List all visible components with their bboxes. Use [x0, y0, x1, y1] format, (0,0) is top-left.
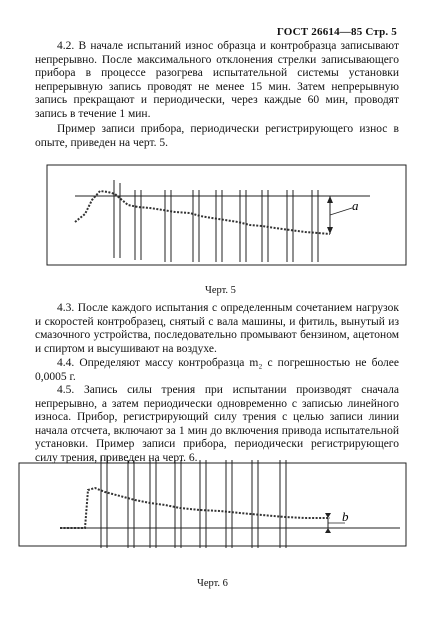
paragraph-4-3: 4.3. После каждого испытания с определенным сочетанием нагрузок и скоростей контробразец, снятый с вала машины, и фитиль, вынутый из смазочного устройства, последовательно промывают бензином, ацетоном и спиртом и высушивают на воздухе.: [35, 302, 399, 355]
figure-6-frame: [19, 463, 406, 546]
figure-5-frame: [47, 165, 406, 265]
figure-6-recording-lines: [101, 456, 286, 548]
figure-5-label-a: a: [352, 198, 359, 213]
paragraph-example-fig5: Пример записи прибора, периодически регистрирующего износ в опыте, приведен на черт. 5.: [35, 123, 399, 149]
figure-6-label-b: b: [342, 509, 349, 524]
paragraph-4-4: 4.4. Определяют массу контробразца m₂ с погрешностью не более 0,0005 г.: [35, 357, 399, 383]
paragraph-4-5: 4.5. Запись силы трения при испытании производят сначала непрерывно, а затем периодически одновременно с записью линейного износа. Прибор, регистрирующий силу трения с целью записи линии начала отсчета, включают за 1 мин до включения привода испытательной установки. Пример записи прибора, периодически регистрирующего силу трения, приведен на черт. 6.: [35, 384, 399, 464]
figure-6-caption: Черт. 6: [197, 578, 228, 589]
figure-5-wear-trace: [75, 191, 330, 234]
figure-5-caption: Черт. 5: [205, 285, 236, 296]
figure-5-recording-lines: [114, 180, 318, 262]
page-header: ГОСТ 26614—85 Стр. 5: [276, 26, 397, 38]
paragraph-4-2: 4.2. В начале испытаний износ образца и контробразца записывают непрерывно. После максимального отклонения стрелки записывающего прибора в процессе разогрева испытательной системы установки непрерывную запись проводят не менее 15 мин. Затем непрерывную запись прекращают и периодически, через каждые 60 мин, проводят запись в течение 1 мин.: [35, 40, 399, 120]
